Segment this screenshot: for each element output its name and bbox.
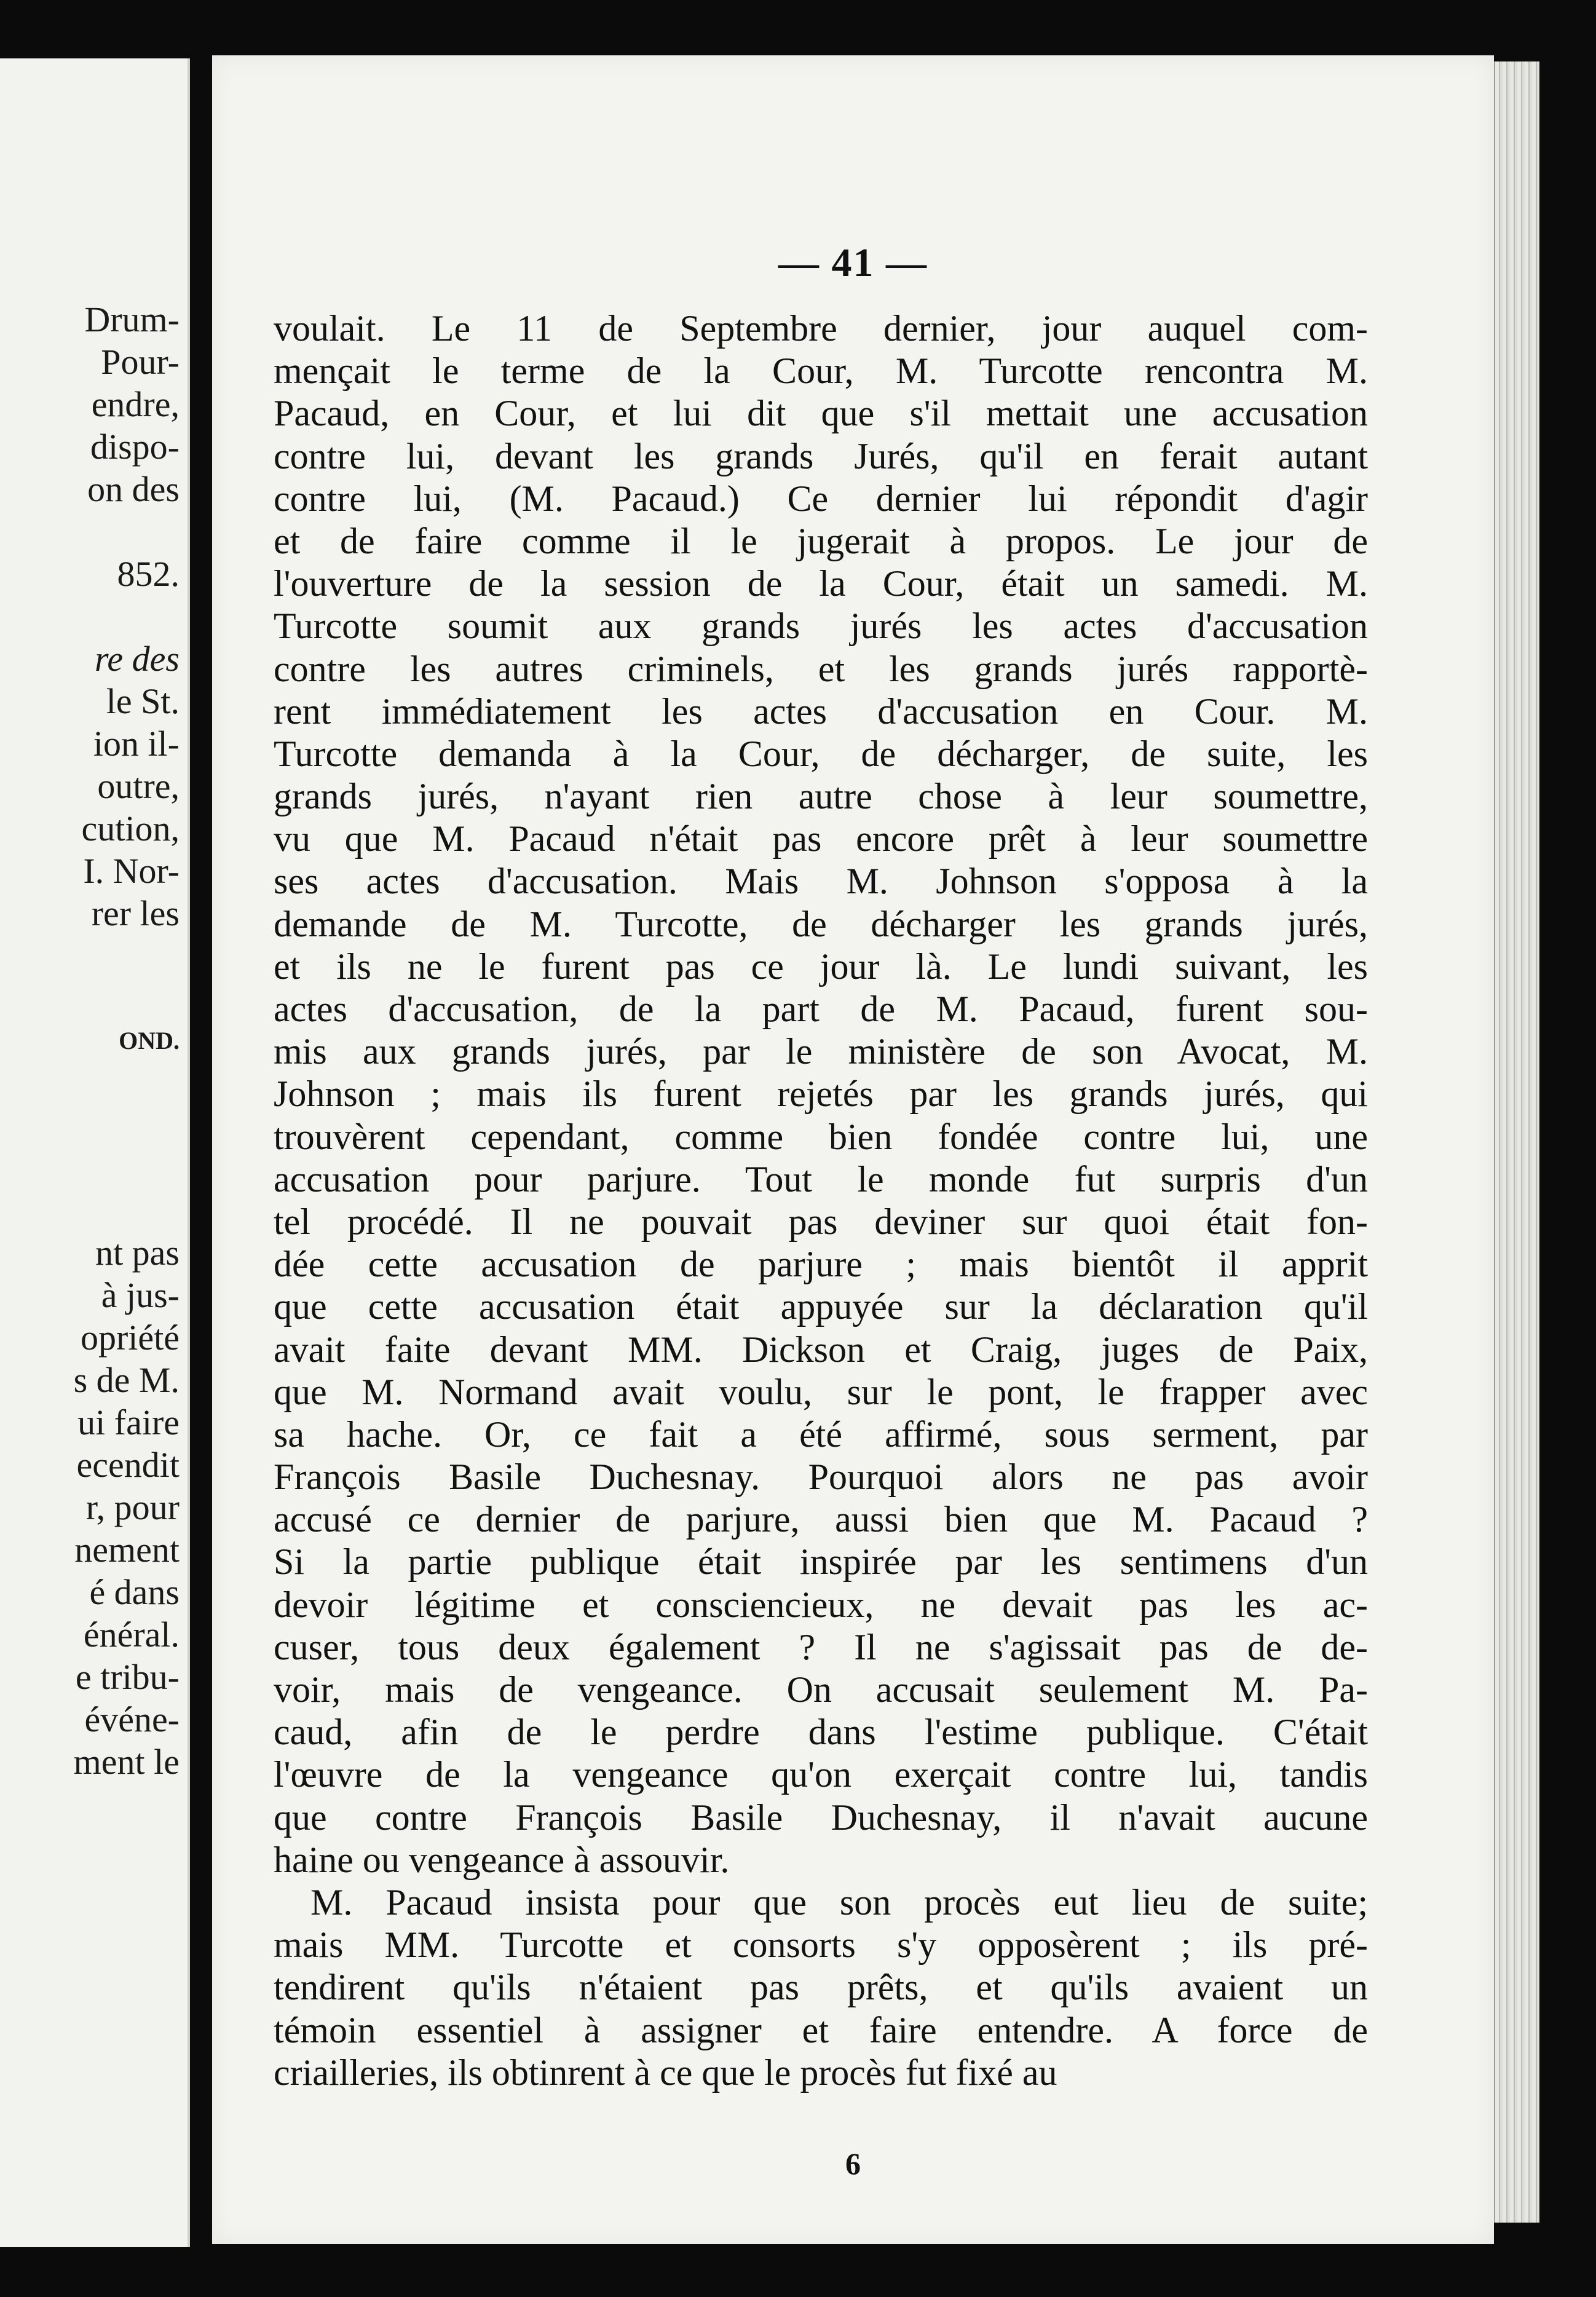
text-line: contre les autres criminels, et les grands jurés rapportè- bbox=[274, 648, 1368, 689]
text-line: Turcotte soumit aux grands jurés les actes d'accusation bbox=[274, 606, 1368, 647]
left-page-line: dispo- bbox=[90, 427, 180, 467]
left-page-line: nement bbox=[74, 1530, 180, 1570]
text-line: témoin essentiel à assigner et faire entendre. A force de bbox=[274, 2009, 1368, 2050]
text-line: et ils ne le furent pas ce jour là. Le lundi suivant, les bbox=[274, 946, 1368, 987]
text-line: que contre François Basile Duchesnay, il n'avait aucune bbox=[274, 1797, 1368, 1838]
text-line: mis aux grands jurés, par le ministère de son Avocat, M. bbox=[274, 1031, 1368, 1072]
text-line: M. Pacaud insista pour que son procès eut lieu de suite; bbox=[310, 1881, 1368, 1923]
text-line: Pacaud, en Cour, et lui dit que s'il mettait une accusation bbox=[274, 393, 1368, 434]
left-page bbox=[0, 58, 190, 2247]
text-line: ses actes d'accusation. Mais M. Johnson s'opposa à la bbox=[274, 861, 1368, 902]
left-page-line bbox=[0, 510, 184, 553]
left-page-line: 852. bbox=[117, 554, 180, 594]
left-page-line: le St. bbox=[106, 681, 180, 721]
left-page-line: s de M. bbox=[73, 1360, 180, 1400]
left-page-line: énéral. bbox=[83, 1615, 180, 1655]
text-line: tel procédé. Il ne pouvait pas deviner sur quoi était fon- bbox=[274, 1201, 1368, 1242]
left-page-line: ui faire bbox=[77, 1402, 180, 1442]
text-line: mais MM. Turcotte et consorts s'y opposèrent ; ils pré- bbox=[274, 1924, 1368, 1966]
text-line: actes d'accusation, de la part de M. Pacaud, furent sou- bbox=[274, 989, 1368, 1029]
text-line: grands jurés, n'ayant rien autre chose à leur soumettre, bbox=[274, 776, 1368, 817]
text-line: l'ouverture de la session de la Cour, était un samedi. M. bbox=[274, 563, 1368, 604]
text-line: vu que M. Pacaud n'était pas encore prêt à leur soumettre bbox=[274, 818, 1368, 860]
text-line: sa hache. Or, ce fait a été affirmé, sous serment, par bbox=[274, 1413, 1368, 1455]
left-page-line: événe- bbox=[84, 1699, 180, 1739]
text-line: avait faite devant MM. Dickson et Craig, juges de Paix, bbox=[274, 1329, 1368, 1370]
left-page-line: à jus- bbox=[101, 1275, 180, 1315]
left-page-line: OND. bbox=[119, 1027, 180, 1054]
text-line: Turcotte demanda à la Cour, de décharger, de suite, les bbox=[274, 733, 1368, 774]
text-line: contre lui, (M. Pacaud.) Ce dernier lui répondit d'agir bbox=[274, 478, 1368, 519]
text-line: accusation pour parjure. Tout le monde fut surpris d'un bbox=[274, 1158, 1368, 1200]
main-page bbox=[212, 55, 1494, 2244]
left-page-line: on des bbox=[87, 469, 180, 509]
left-page-line: Drum- bbox=[84, 299, 180, 339]
text-line: et de faire comme il le jugerait à propos. Le jour de bbox=[274, 520, 1368, 561]
text-line: mençait le terme de la Cour, M. Turcotte rencontra M. bbox=[274, 350, 1368, 392]
signature-mark: 6 bbox=[845, 2146, 861, 2181]
page-edge bbox=[1494, 61, 1539, 2223]
text-line: dée cette accusation de parjure ; mais bientôt il apprit bbox=[274, 1244, 1368, 1285]
left-page-line: ment le bbox=[73, 1742, 180, 1782]
left-page-line: e tribu- bbox=[75, 1657, 180, 1697]
text-line: devoir légitime et consciencieux, ne devait pas les ac- bbox=[274, 1584, 1368, 1625]
text-line: Si la partie publique était inspirée par les sentimens d'un bbox=[274, 1541, 1368, 1583]
text-line: que M. Normand avait voulu, sur le pont, le frapper avec bbox=[274, 1371, 1368, 1412]
left-page-line bbox=[0, 977, 184, 1019]
left-page-line: nt pas bbox=[95, 1233, 180, 1273]
left-page-line: opriété bbox=[80, 1318, 180, 1358]
text-line: haine ou vengeance à assouvir. bbox=[274, 1839, 730, 1880]
left-page-line bbox=[0, 1062, 184, 1104]
left-page-line bbox=[0, 1147, 184, 1189]
left-page-line: é dans bbox=[89, 1572, 180, 1612]
left-page-line: Pour- bbox=[101, 342, 180, 382]
left-page-line: outre, bbox=[97, 766, 180, 806]
body-text bbox=[274, 307, 1368, 2094]
left-page-text bbox=[0, 298, 184, 1783]
text-line: contre lui, devant les grands Jurés, qu'il en ferait autant bbox=[274, 435, 1368, 476]
left-page-line bbox=[0, 935, 184, 977]
left-page-line: ecendit bbox=[76, 1445, 180, 1485]
left-page-line bbox=[0, 595, 184, 638]
text-line: caud, afin de le perdre dans l'estime publique. C'était bbox=[274, 1712, 1368, 1753]
left-page-line: rer les bbox=[91, 893, 180, 933]
text-line: voir, mais de vengeance. On accusait seulement M. Pa- bbox=[274, 1669, 1368, 1710]
text-line: tendirent qu'ils n'étaient pas prêts, et qu'ils avaient un bbox=[274, 1967, 1368, 2008]
text-line: cuser, tous deux également ? Il ne s'agissait pas de de- bbox=[274, 1626, 1368, 1667]
text-line: l'œuvre de la vengeance qu'on exerçait contre lui, tandis bbox=[274, 1754, 1368, 1795]
text-line: voulait. Le 11 de Septembre dernier, jour auquel com- bbox=[274, 308, 1368, 349]
left-page-line: re des bbox=[95, 639, 180, 679]
text-line: demande de M. Turcotte, de décharger les grands jurés, bbox=[274, 903, 1368, 944]
left-page-line bbox=[0, 1104, 184, 1147]
left-page-line: I. Nor- bbox=[83, 851, 180, 891]
text-line: accusé ce dernier de parjure, aussi bien que M. Pacaud ? bbox=[274, 1499, 1368, 1540]
left-page-line: ion il- bbox=[93, 724, 180, 764]
left-page-line: endre, bbox=[91, 384, 180, 424]
left-page-line bbox=[0, 1189, 184, 1232]
left-page-line: cution, bbox=[81, 808, 180, 848]
text-line: Johnson ; mais ils furent rejetés par les grands jurés, qui bbox=[274, 1073, 1368, 1115]
text-line: rent immédiatement les actes d'accusation en Cour. M. bbox=[274, 690, 1368, 732]
left-page-line: r, pour bbox=[85, 1487, 180, 1527]
text-line: François Basile Duchesnay. Pourquoi alors ne pas avoir bbox=[274, 1457, 1368, 1498]
text-line: que cette accusation était appuyée sur la déclaration qu'il bbox=[274, 1286, 1368, 1327]
text-line: criailleries, ils obtinrent à ce que le procès fut fixé au bbox=[274, 2052, 1057, 2093]
page-number: — 41 — bbox=[778, 240, 928, 285]
text-line: trouvèrent cependant, comme bien fondée contre lui, une bbox=[274, 1116, 1368, 1157]
